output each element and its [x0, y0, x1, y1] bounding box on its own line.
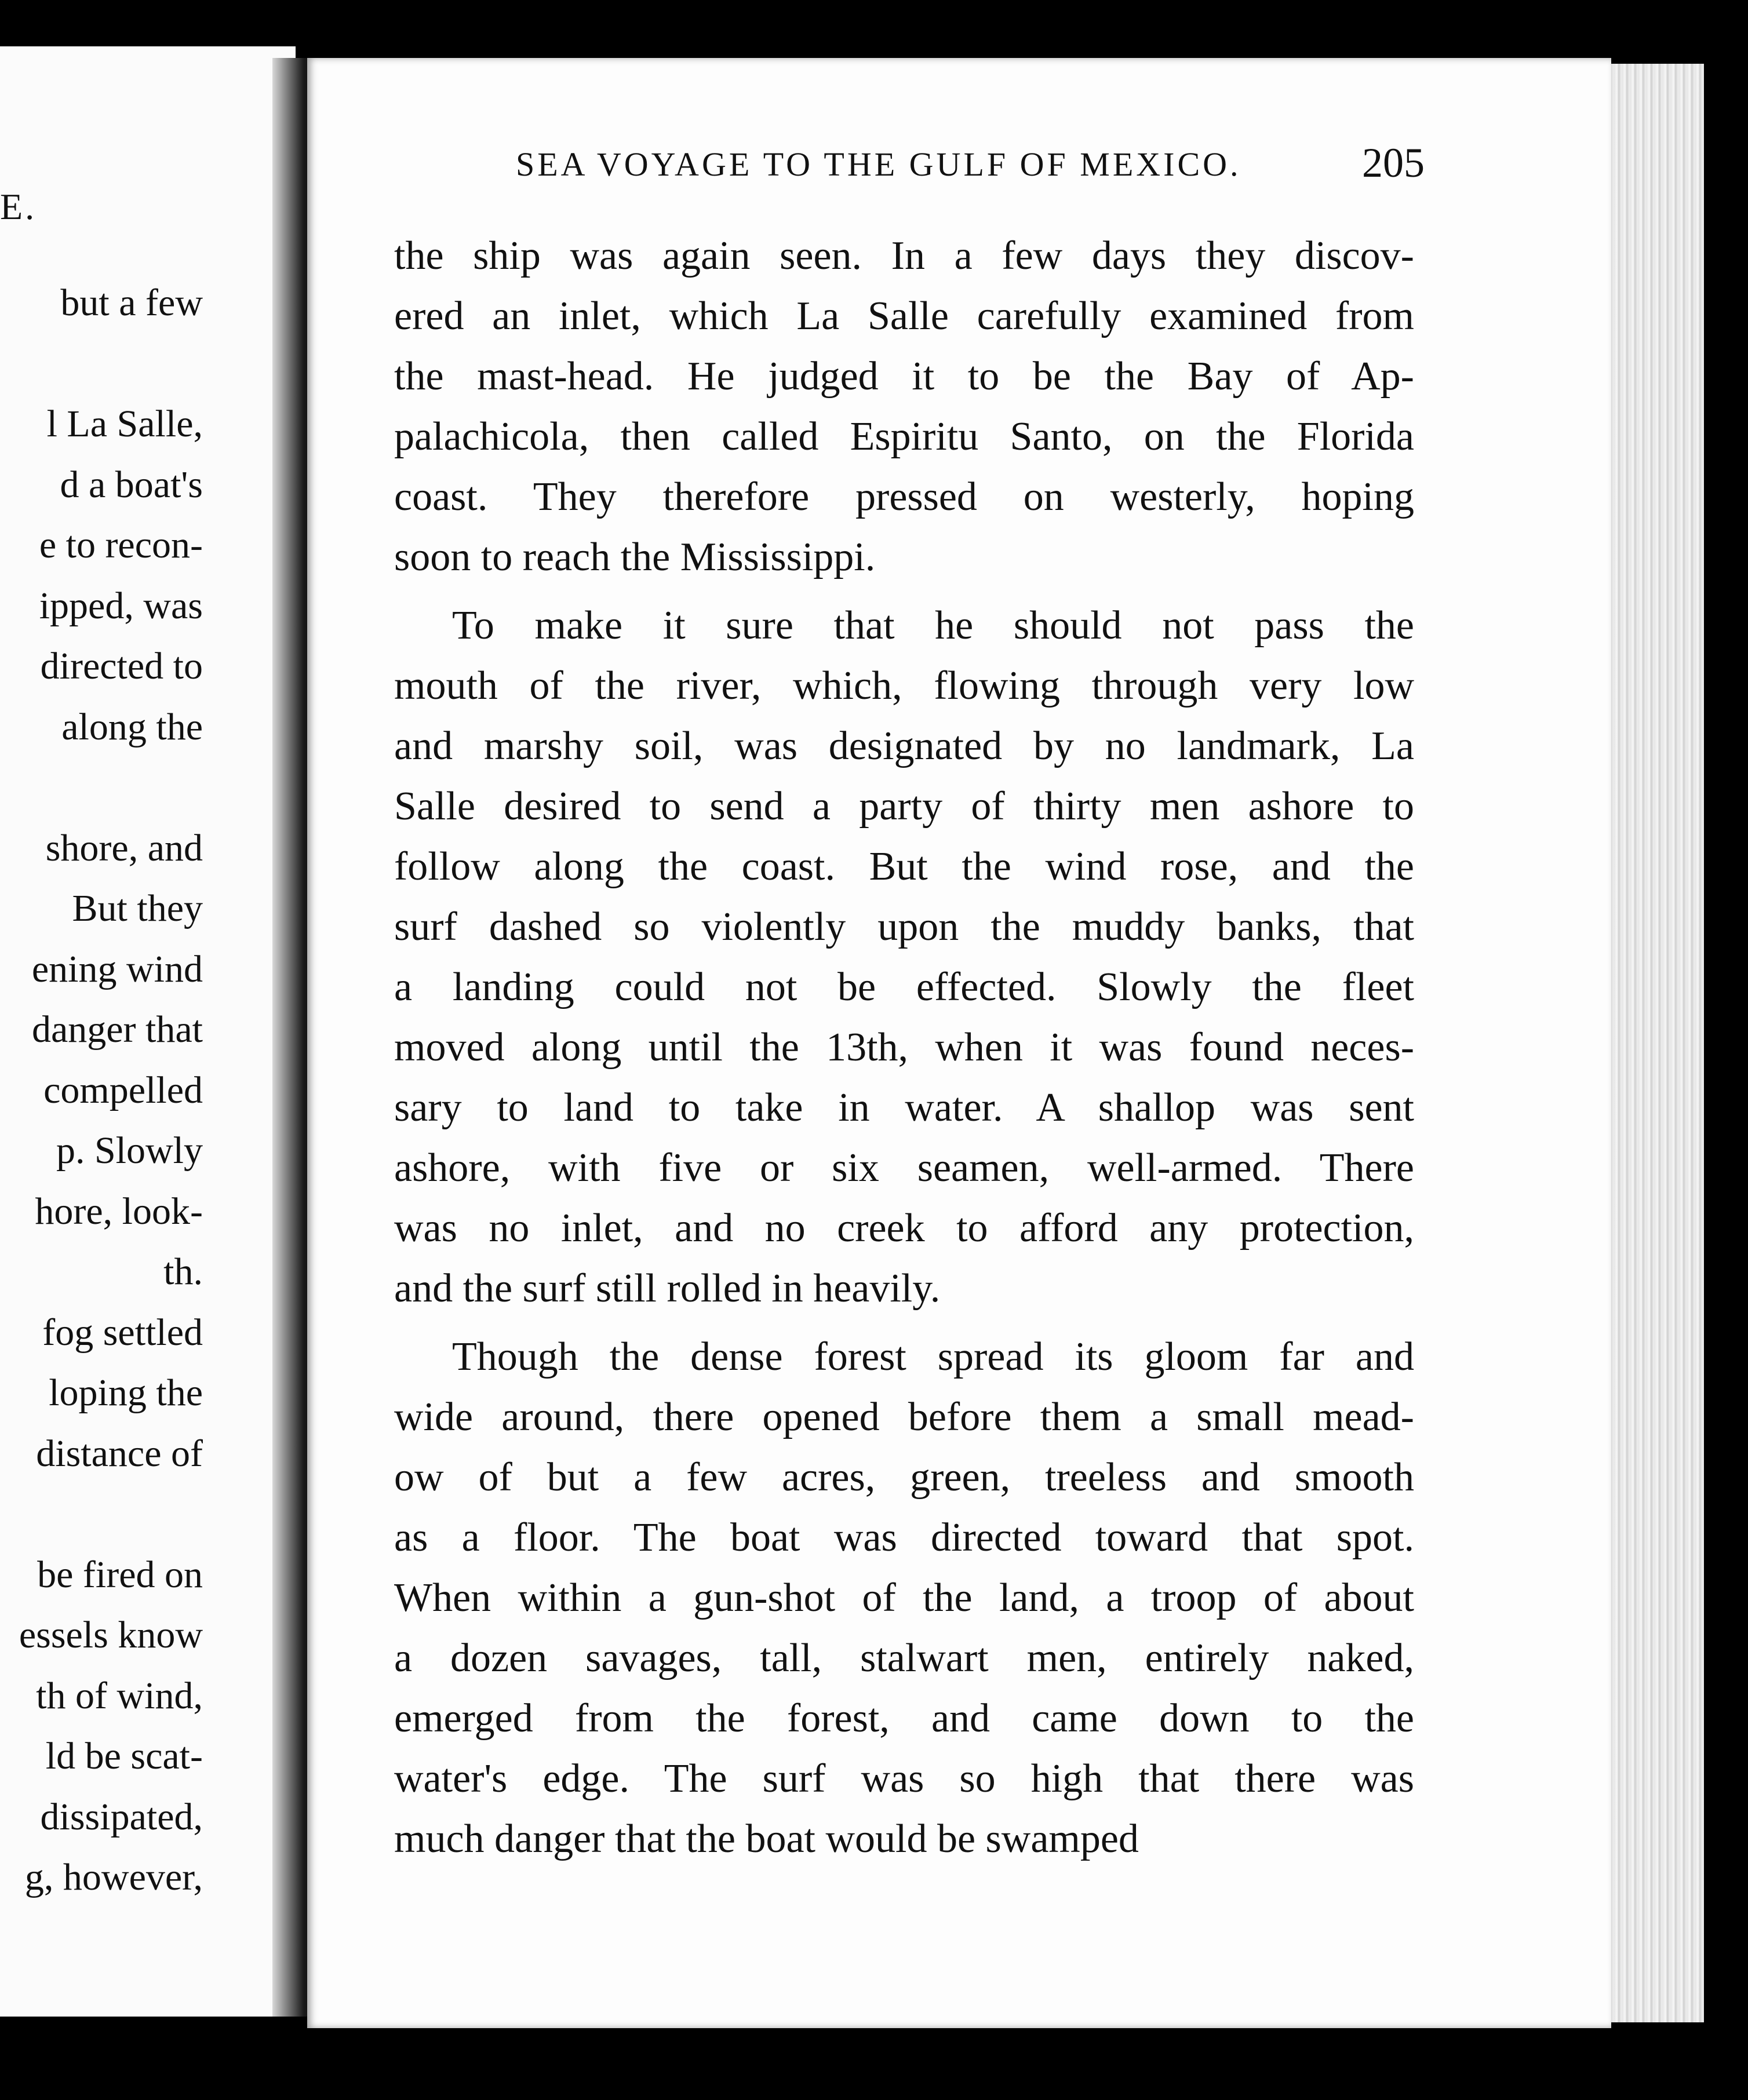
text-line: ashore, with five or six seamen, well-armed. There — [394, 1146, 1414, 1190]
previous-page-line: g, however, — [24, 1856, 203, 1898]
text-line: palachicola, then called Espiritu Santo, on the Florida — [394, 414, 1414, 459]
previous-page-line: danger that — [31, 1008, 203, 1051]
page-number: 205 — [1362, 140, 1425, 186]
text-line: sary to land to take in water. A shallop was sent — [394, 1085, 1414, 1130]
text-line: was no inlet, and no creek to afford any protection, — [394, 1206, 1414, 1250]
previous-page-line: e to recon- — [39, 524, 203, 566]
previous-page-line: directed to — [40, 645, 203, 687]
previous-page — [0, 46, 296, 2017]
text-line: emerged from the forest, and came down to the — [394, 1696, 1414, 1741]
text-line: To make it sure that he should not pass the — [452, 603, 1414, 648]
text-line: a landing could not be effected. Slowly the fleet — [394, 965, 1414, 1009]
current-page — [307, 58, 1611, 2028]
body-text — [394, 226, 1414, 1877]
text-line: water's edge. The surf was so high that there was — [394, 1756, 1414, 1801]
previous-page-line: ening wind — [31, 947, 203, 990]
text-line: soon to reach the Mississippi. — [394, 535, 876, 579]
previous-page-header: E. — [0, 186, 37, 227]
text-line: When within a gun-shot of the land, a troop of about — [394, 1576, 1414, 1620]
running-header: SEA VOYAGE TO THE GULF OF MEXICO. — [516, 145, 1241, 183]
text-line: ow of but a few acres, green, treeless and smooth — [394, 1455, 1414, 1500]
previous-page-line: ld be scat- — [45, 1735, 203, 1777]
paragraph — [394, 226, 1414, 588]
text-line: moved along until the 13th, when it was found neces- — [394, 1025, 1414, 1070]
text-line: and the surf still rolled in heavily. — [394, 1266, 941, 1311]
previous-page-line: hore, look- — [35, 1190, 203, 1233]
previous-page-line: l La Salle, — [46, 403, 203, 445]
previous-page-line: distance of — [36, 1432, 203, 1475]
text-line: a dozen savages, tall, stalwart men, entirely naked, — [394, 1636, 1414, 1680]
previous-page-line: along the — [61, 705, 203, 748]
text-line: Though the dense forest spread its gloom far and — [452, 1335, 1414, 1379]
text-line: wide around, there opened before them a small mead- — [394, 1395, 1414, 1439]
text-line: the ship was again seen. In a few days they discov- — [394, 234, 1414, 278]
text-line: and marshy soil, was designated by no landmark, La — [394, 724, 1414, 768]
previous-page-line: th. — [163, 1250, 203, 1293]
previous-page-line: ipped, was — [39, 584, 203, 627]
text-line: ered an inlet, which La Salle carefully examined from — [394, 294, 1414, 338]
previous-page-line: loping the — [49, 1372, 203, 1414]
previous-page-line: dissipated, — [40, 1795, 203, 1838]
previous-page-line: th of wind, — [36, 1674, 203, 1717]
paragraph — [394, 596, 1414, 1319]
previous-page-line: But they — [72, 887, 203, 929]
previous-page-line: fog settled — [42, 1311, 203, 1354]
previous-page-line: d a boat's — [60, 463, 203, 506]
previous-page-line: essels know — [19, 1614, 203, 1656]
paragraph — [394, 1327, 1414, 1869]
previous-page-line: p. Slowly — [56, 1129, 203, 1172]
text-line: coast. They therefore pressed on westerly, hoping — [394, 475, 1414, 519]
previous-page-line: but a few — [60, 282, 203, 324]
text-line: mouth of the river, which, flowing through very low — [394, 663, 1414, 708]
previous-page-line: shore, and — [45, 826, 203, 869]
previous-page-line: compelled — [43, 1069, 203, 1111]
text-line: surf dashed so violently upon the muddy banks, that — [394, 905, 1414, 949]
text-line: follow along the coast. But the wind rose, and the — [394, 844, 1414, 889]
text-line: the mast-head. He judged it to be the Bay of Ap- — [394, 354, 1414, 399]
text-line: as a floor. The boat was directed toward that spot. — [394, 1515, 1414, 1560]
text-line: much danger that the boat would be swamped — [394, 1817, 1139, 1861]
previous-page-line: be fired on — [37, 1553, 203, 1596]
text-line: Salle desired to send a party of thirty men ashore to — [394, 784, 1414, 829]
